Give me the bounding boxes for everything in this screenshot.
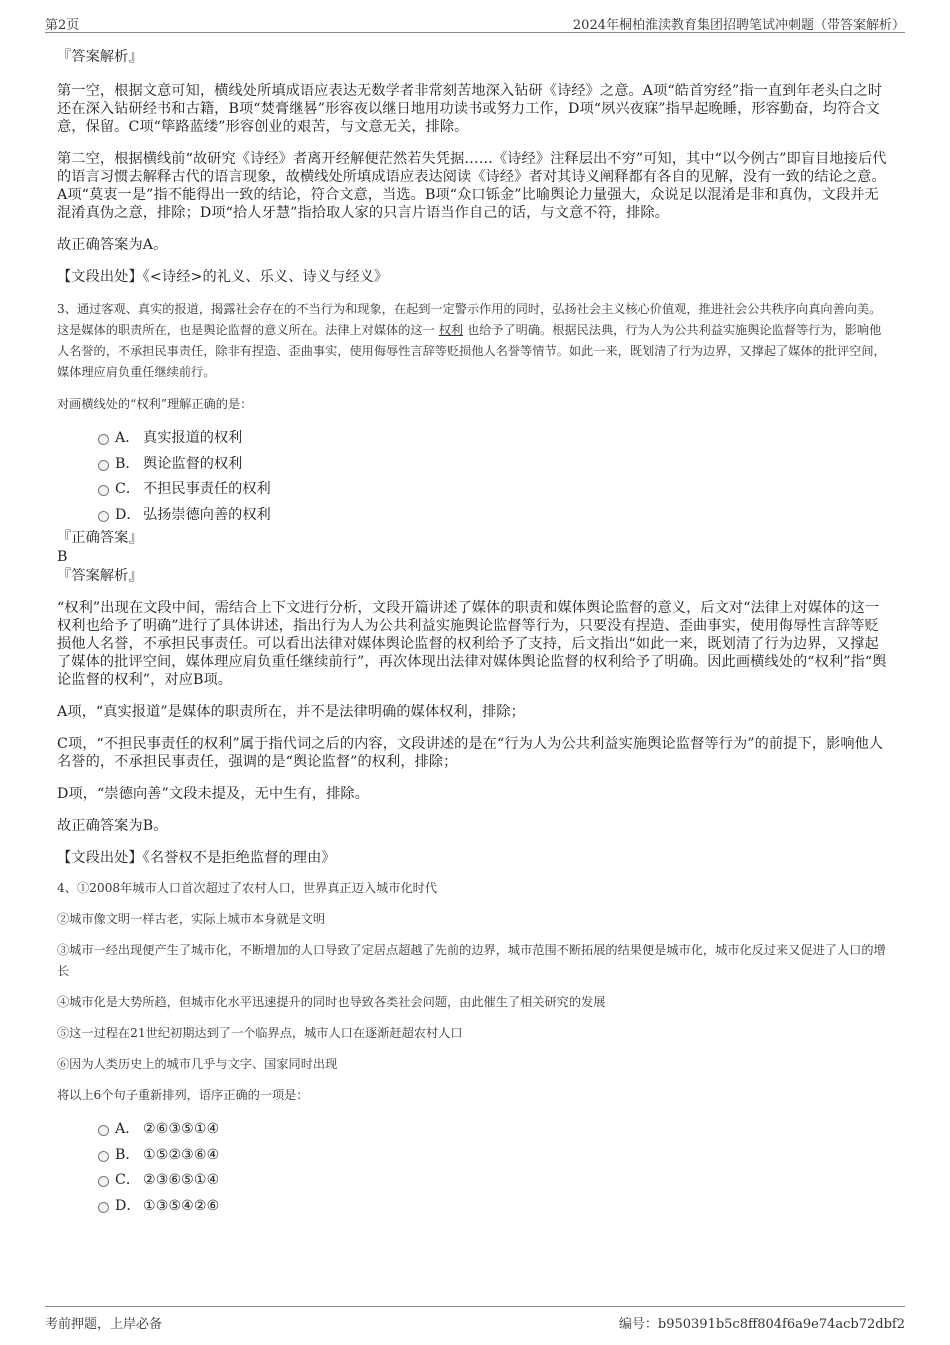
radio-icon[interactable]	[98, 1202, 109, 1213]
option-c[interactable]	[57, 1169, 890, 1195]
question-prompt: 对画横线处的“权利”理解正确的是：	[57, 397, 253, 411]
underlined-term: 权利	[438, 323, 464, 337]
analysis-paragraph: 第二空，根据横线前“故研究《诗经》者离开经解便茫然若失凭据……《诗经》注释层出不穷”可知，其中“以今例古”即盲目地接后代的语言习惯去解释古代的语言现象，故横线处所填成语应表达阅读《诗经》者对其诗义阐释都有各自的见解，没有一致的结论之意。A项“莫衷一是”指不能得出一致的结论，符合文意，当选。B项“众口铄金”比喻舆论力量强大，众说足以混淆是非和真伪，文段并无混淆真伪之意，排除；D项“拾人牙慧”指拾取人家的只言片语当作自己的话，与文意不符，排除。	[57, 151, 887, 221]
radio-icon[interactable]	[98, 434, 109, 445]
option-b[interactable]	[57, 1144, 890, 1170]
option-letter: B．	[115, 1146, 140, 1163]
analysis-label: 『答案解析』	[57, 568, 143, 584]
option-text: ②③⑥⑤①④	[143, 1172, 220, 1188]
option-list	[57, 1118, 890, 1220]
radio-icon[interactable]	[98, 511, 109, 522]
option-b[interactable]	[57, 453, 890, 479]
stem-text: 也给予了明确。根据民法典，行为人为公共利益实施舆论监督等行为，影响他人名誉的，不承担民事责任，除非有捏造、歪曲事实，使用侮辱性言辞等贬损他人名誉等情节。如此一来，既划清了行为边界，又撑起了媒体的批评空间，媒体理应肩负重任继续前行。	[57, 323, 886, 379]
option-d[interactable]	[57, 1195, 890, 1221]
analysis-paragraph: “权利”出现在文段中间，需结合上下文进行分析，文段开篇讲述了媒体的职责和媒体舆论监督的意义，后文对“法律上对媒体的这一权利也给予了明确”进行了具体讲述，指出行为人为公共利益实施舆论监督等行为，只要没有捏造、歪曲事实，使用侮辱性言辞等贬损他人名誉，不承担民事责任。可以看出法律对媒体舆论监督的权利给予了支持，后文指出“如此一来，既划清了行为边界，又撑起了媒体的批评空间，媒体理应肩负重任继续前行”，再次体现出法律对媒体舆论监督的权利给予了明确。因此画横线处的“权利”指“舆论监督的权利”，对应B项。	[57, 600, 887, 688]
footer-slogan: 考前押题，上岸必备	[45, 1317, 163, 1332]
option-letter: D．	[115, 506, 141, 523]
sentence-item: ③城市一经出现便产生了城市化，不断增加的人口导致了定居点超越了先前的边界，城市范围不断拓展的结果便是城市化，城市化反过来又促进了人口的增长	[57, 943, 886, 978]
page-number: 第2页	[45, 18, 80, 33]
analysis-paragraph: A项，“真实报道”是媒体的职责所在，并不是法律明确的媒体权利，排除；	[57, 704, 525, 720]
sentence-item: ④城市化是大势所趋，但城市化水平迅速提升的同时也导致各类社会问题，由此催生了相关研究的发展	[57, 995, 606, 1009]
answer-conclusion: 故正确答案为A。	[57, 237, 168, 253]
option-letter: C．	[115, 481, 141, 497]
option-c[interactable]	[57, 478, 890, 504]
option-a[interactable]	[57, 427, 890, 453]
analysis-paragraph: D项，“崇德向善”文段未提及，无中生有，排除。	[57, 786, 369, 802]
source-citation: 【文段出处】《<诗经>的礼义、乐义、诗义与经义》	[57, 269, 389, 285]
option-text: 不担民事责任的权利	[143, 481, 271, 497]
answer-conclusion: 故正确答案为B。	[57, 818, 168, 834]
page-header	[45, 10, 905, 33]
document-title: 2024年桐柏淮渎教育集团招聘笔试冲刺题（带答案解析）	[572, 18, 905, 33]
radio-icon[interactable]	[98, 1125, 109, 1136]
option-letter: D．	[115, 1197, 141, 1214]
correct-answer: B	[57, 549, 68, 565]
option-letter: B．	[115, 455, 140, 472]
radio-icon[interactable]	[98, 1176, 109, 1187]
option-letter: C．	[115, 1172, 141, 1188]
sentence-item: 4、①2008年城市人口首次超过了农村人口，世界真正迈入城市化时代	[57, 881, 438, 895]
stem-text: 3、通过客观、真实的报道，揭露社会存在的不当行为和现象，在起到一定警示作用的同时，弘扬社会主义核心价值观，推进社会公共秩序向真向善向美。这是媒体的职责所在，也是舆论监督的意义所在。法律上对媒体的这一	[57, 302, 882, 337]
option-letter: A．	[115, 1121, 140, 1137]
page-footer	[45, 1306, 905, 1331]
analysis-paragraph: C项，“不担民事责任的权利”属于指代词之后的内容，文段讲述的是在“行为人为公共利益实施舆论监督等行为”的前提下，影响他人名誉的，不承担民事责任，强调的是“舆论监督”的权利，排除；	[57, 736, 884, 770]
radio-icon[interactable]	[98, 485, 109, 496]
sentence-item: ⑤这一过程在21世纪初期达到了一个临界点，城市人口在逐渐赶超农村人口	[57, 1026, 463, 1040]
question-stem	[57, 299, 890, 383]
option-letter: A．	[115, 430, 140, 446]
option-text: ①⑤②③⑥④	[143, 1146, 220, 1163]
option-list	[57, 427, 890, 529]
option-a[interactable]	[57, 1118, 890, 1144]
option-text: 真实报道的权利	[143, 430, 243, 446]
option-text: ②⑥③⑤①④	[143, 1121, 220, 1137]
option-text: 舆论监督的权利	[143, 455, 243, 472]
radio-icon[interactable]	[98, 1151, 109, 1162]
radio-icon[interactable]	[98, 460, 109, 471]
question-prompt: 将以上6个句子重新排列，语序正确的一项是：	[57, 1088, 309, 1102]
option-text: 弘扬崇德向善的权利	[143, 506, 271, 523]
sentence-item: ⑥因为人类历史上的城市几乎与文字、国家同时出现	[57, 1057, 338, 1071]
source-citation: 【文段出处】《名誉权不是拒绝监督的理由》	[57, 850, 336, 866]
page-content	[57, 44, 890, 1220]
document-code: 编号：b950391b5c8ff804f6a9e74acb72dbf2	[618, 1317, 905, 1332]
answer-label: 『正确答案』	[57, 530, 143, 546]
option-d[interactable]	[57, 504, 890, 530]
option-text: ①③⑤④②⑥	[143, 1197, 220, 1214]
analysis-paragraph: 第一空，根据文意可知，横线处所填成语应表达无数学者非常刻苦地深入钻研《诗经》之意。A项“皓首穷经”指一直到年老头白之时还在深入钻研经书和古籍，B项“焚膏继晷”形容夜以继日地用功读书或努力工作，D项“夙兴夜寐”指早起晚睡，形容勤奋，均符合文意，保留。C项“筚路蓝缕”形容创业的艰苦，与文意无关，排除。	[57, 83, 883, 135]
analysis-label: 『答案解析』	[57, 49, 143, 65]
sentence-item: ②城市像文明一样古老，实际上城市本身就是文明	[57, 912, 326, 926]
